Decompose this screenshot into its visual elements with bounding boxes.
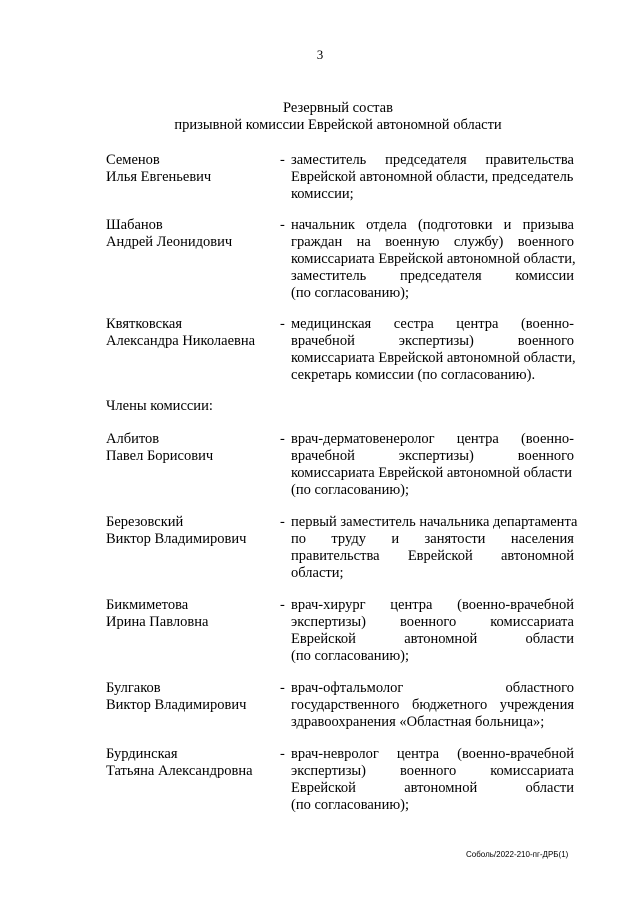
person-given-names: Илья Евгеньевич [106,169,212,185]
role-text: государственного [291,697,400,713]
role-text: комиссариата [490,614,574,630]
role-text: отдела [366,217,407,233]
role-text: начальник [291,217,355,233]
role-text: военного [517,333,574,349]
role-text: сестра [393,316,434,332]
role-line [291,531,574,548]
role-line [291,631,574,648]
person-name [106,680,278,714]
document-heading [100,100,576,134]
person-name [106,746,278,780]
role-text: заместитель [291,268,367,284]
entry-dash: - [280,316,285,332]
role-text: экспертизы) [398,448,474,464]
role-text: центра [396,746,440,762]
role-text: центра [456,431,499,447]
person-surname: Булгаков [106,680,161,696]
role-text: врачебной [291,333,355,349]
person-name [106,597,278,631]
role-text: (военно- [520,316,574,332]
role-line [291,648,574,665]
person-name [106,514,278,548]
person-given-names: Виктор Владимирович [106,697,247,713]
person-surname: Бурдинская [106,746,178,762]
role-text: автономной [500,548,574,564]
role-text: (военно-врачебной [457,746,574,762]
role-text: военного [517,234,574,250]
role-line [291,514,578,531]
person-name [106,217,278,251]
role-text: (по согласованию); [291,285,410,301]
person-role [291,152,574,203]
role-text: областного [505,680,574,696]
role-line [291,548,574,565]
role-text: области [525,631,574,647]
person-role [291,514,578,582]
person-role [291,680,574,731]
role-line [291,797,574,814]
role-line [291,367,574,384]
role-text: председателя [400,268,482,284]
entry-dash: - [280,152,285,168]
role-text: врачебной [291,448,355,464]
role-line [291,746,574,763]
role-line [291,285,574,302]
role-text: комиссариата Еврейской автономной области, [291,251,576,267]
role-text: автономной [404,631,478,647]
entry-dash: - [280,217,285,233]
members-label: Члены комиссии: [106,398,213,414]
person-role [291,217,574,302]
role-text: председателя [385,152,467,168]
role-text: труду [331,531,366,547]
role-text: экспертизы) [291,614,366,630]
person-role [291,316,574,384]
role-text: заместитель [291,152,367,168]
person-surname: Албитов [106,431,160,447]
person-role [291,431,574,499]
role-line [291,316,574,333]
role-text: учреждения [499,697,574,713]
entry-dash: - [280,597,285,613]
role-line [291,482,574,499]
role-text: врач-невролог [291,746,379,762]
role-text: комиссариата [490,763,574,779]
role-text: Еврейской [407,548,473,564]
person-surname: Квятковская [106,316,183,332]
role-text: Еврейской автономной области, председатель [291,169,574,185]
person-given-names: Андрей Леонидович [106,234,233,250]
role-text: правительства [485,152,574,168]
role-text: (военно- [520,431,574,447]
role-text: и [391,531,400,547]
role-text: области; [291,565,344,581]
role-line [291,614,574,631]
person-given-names: Татьяна Александровна [106,763,253,779]
role-text: экспертизы) [398,333,474,349]
role-text: комиссариата Еврейской автономной области [291,465,572,481]
role-text: первый заместитель начальника департамента [291,514,578,530]
role-text: военного [400,614,457,630]
person-name [106,152,278,186]
heading-line-2: призывной комиссии Еврейской автономной области [174,117,502,133]
role-text: (подготовки [417,217,493,233]
role-line [291,268,574,285]
person-surname: Семенов [106,152,160,168]
role-line [291,431,574,448]
role-text: комиссии; [291,186,354,202]
role-text: призыва [522,217,574,233]
role-line [291,234,574,251]
role-line [291,763,574,780]
role-text: врач-дерматовенеролог [291,431,435,447]
entry-dash: - [280,680,285,696]
role-text: (по согласованию); [291,648,410,664]
role-line [291,680,574,697]
role-text: военную [385,234,440,250]
role-text: Еврейской [291,631,356,647]
role-line [291,714,574,731]
entry-dash: - [280,431,285,447]
role-line [291,152,574,169]
role-text: автономной [404,780,478,796]
role-text: области [525,780,574,796]
entry-dash: - [280,514,285,530]
role-text: секретарь комиссии (по согласованию). [291,367,536,383]
role-text: Еврейской [291,780,356,796]
person-given-names: Александра Николаевна [106,333,256,349]
role-text: центра [390,597,433,613]
role-text: центра [456,316,499,332]
role-text: правительства [291,548,380,564]
person-surname: Шабанов [106,217,163,233]
role-text: населения [510,531,574,547]
page-number: 3 [316,47,324,62]
role-text: (по согласованию); [291,482,410,498]
role-line [291,780,574,797]
person-given-names: Ирина Павловна [106,614,209,630]
role-line [291,465,574,482]
role-line [291,448,574,465]
heading-line-1: Резервный состав [283,100,393,116]
entry-dash: - [280,746,285,762]
person-role [291,597,574,665]
person-given-names: Виктор Владимирович [106,531,247,547]
role-line [291,169,574,186]
role-text: граждан [291,234,343,250]
role-text: занятости [424,531,486,547]
person-surname: Бикмиметова [106,597,189,613]
role-text: комиссариата Еврейской автономной области, [291,350,576,366]
role-line [291,333,574,350]
footer-document-code: Соболь/2022-210-пг-ДРБ(1) [466,850,569,859]
role-line [291,350,574,367]
role-text: медицинская [291,316,372,332]
role-line [291,697,574,714]
role-line [291,565,574,582]
role-line [291,217,574,234]
role-line [291,186,574,203]
person-role [291,746,574,814]
role-text: и [503,217,512,233]
person-name [106,431,278,465]
role-text: врач-офтальмолог [291,680,404,696]
role-text: (по согласованию); [291,797,410,813]
role-text: (военно-врачебной [457,597,574,613]
role-text: службу) [453,234,504,250]
person-surname: Березовский [106,514,184,530]
person-given-names: Павел Борисович [106,448,214,464]
role-text: комиссии [515,268,574,284]
role-line [291,251,574,268]
role-text: военного [400,763,457,779]
role-text: военного [517,448,574,464]
role-text: здравоохранения «Областная больница»; [291,714,545,730]
role-line [291,597,574,614]
role-text: бюджетного [411,697,488,713]
role-text: по [291,531,307,547]
role-text: на [356,234,371,250]
role-text: врач-хирург [291,597,366,613]
role-text: экспертизы) [291,763,366,779]
person-name [106,316,278,350]
